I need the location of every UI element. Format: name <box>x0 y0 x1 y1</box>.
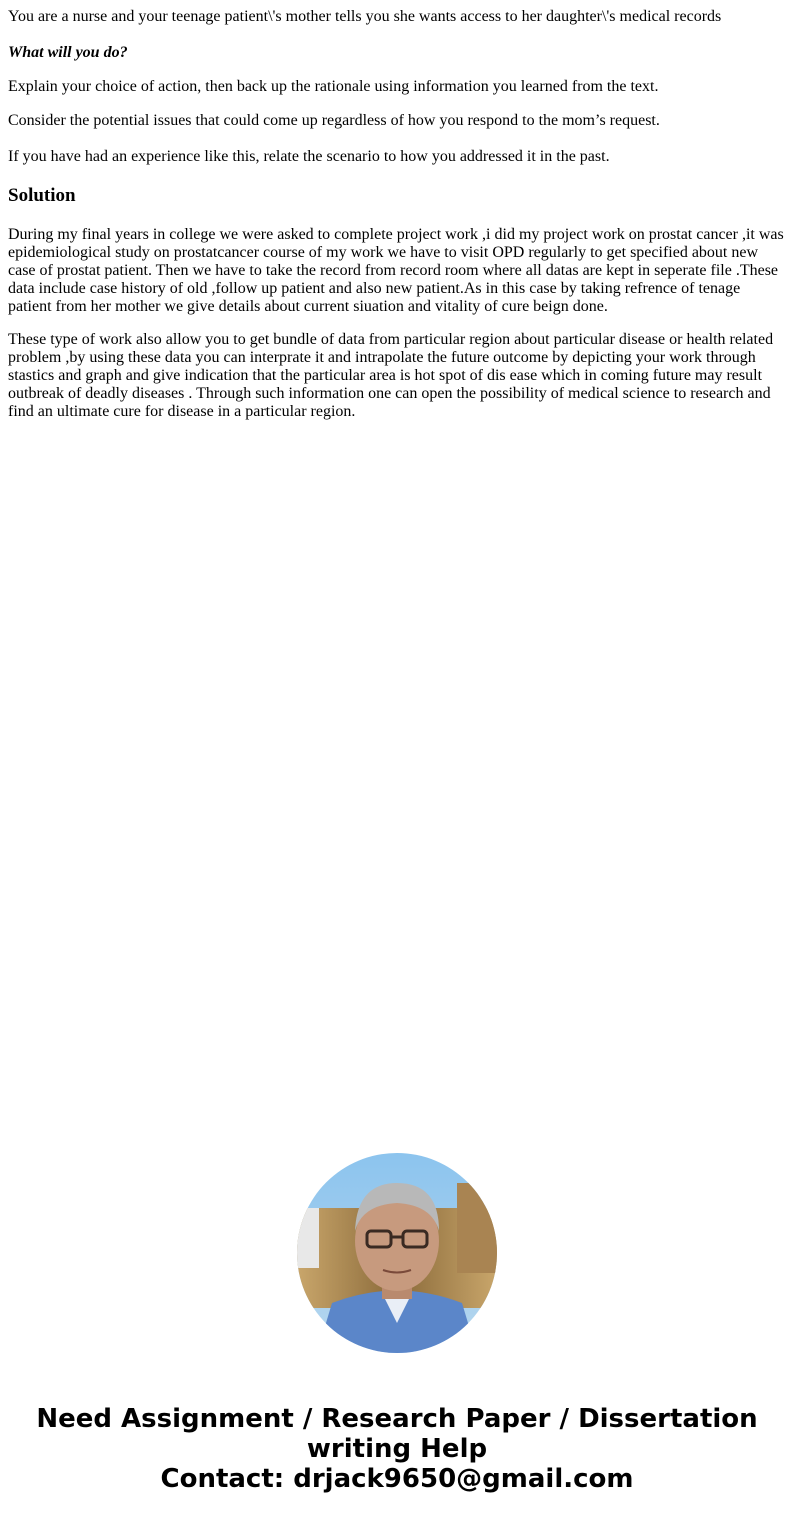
promo-banner <box>0 1404 794 1494</box>
solution-paragraph-1: During my final years in college we were asked to complete project work ,i did my project work on prostat cancer ,it was epidemiological study on prostatcancer course of my work we have to visit OPD regularly to get specified about new case of prostat patient. Then we have to take the record from record room where all datas are kept in seperate file .These data include case history of old ,follow up patient and also new patient.As in this case by taking refrence of tenage patient from her mother we give details about current siuation and vitality of cure beign done. <box>8 226 784 315</box>
question-prompt: You are a nurse and your teenage patient\'s mother tells you she wants access to her daughter\'s medical records <box>8 8 722 25</box>
question-instruction-1: Explain your choice of action, then back up the rationale using information you learned from the text. <box>8 78 659 95</box>
promo-contact: Contact: drjack9650@gmail.com <box>160 1464 634 1494</box>
promo-line-2: writing Help <box>306 1434 488 1464</box>
question-ask: What will you do? <box>8 44 128 61</box>
solution-heading: Solution <box>8 185 76 206</box>
promo-line-1: Need Assignment / Research Paper / Dissertation <box>36 1404 758 1434</box>
question-instruction-3: If you have had an experience like this, relate the scenario to how you addressed it in the past. <box>8 148 610 165</box>
solution-paragraph-2: These type of work also allow you to get bundle of data from particular region about particular disease or health related problem ,by using these data you can interprate it and intrapolate the future outcome by depicting your work through stastics and graph and give indication that the particular area is hot spot of dis ease which in coming future may result outbreak of deadly diseases . Through such information one can open the possibility of medical science to research and find an ultimate cure for disease in a particular region. <box>8 331 774 420</box>
question-instruction-2: Consider the potential issues that could come up regardless of how you respond to the mom’s request. <box>8 112 660 129</box>
author-avatar <box>297 1153 497 1353</box>
